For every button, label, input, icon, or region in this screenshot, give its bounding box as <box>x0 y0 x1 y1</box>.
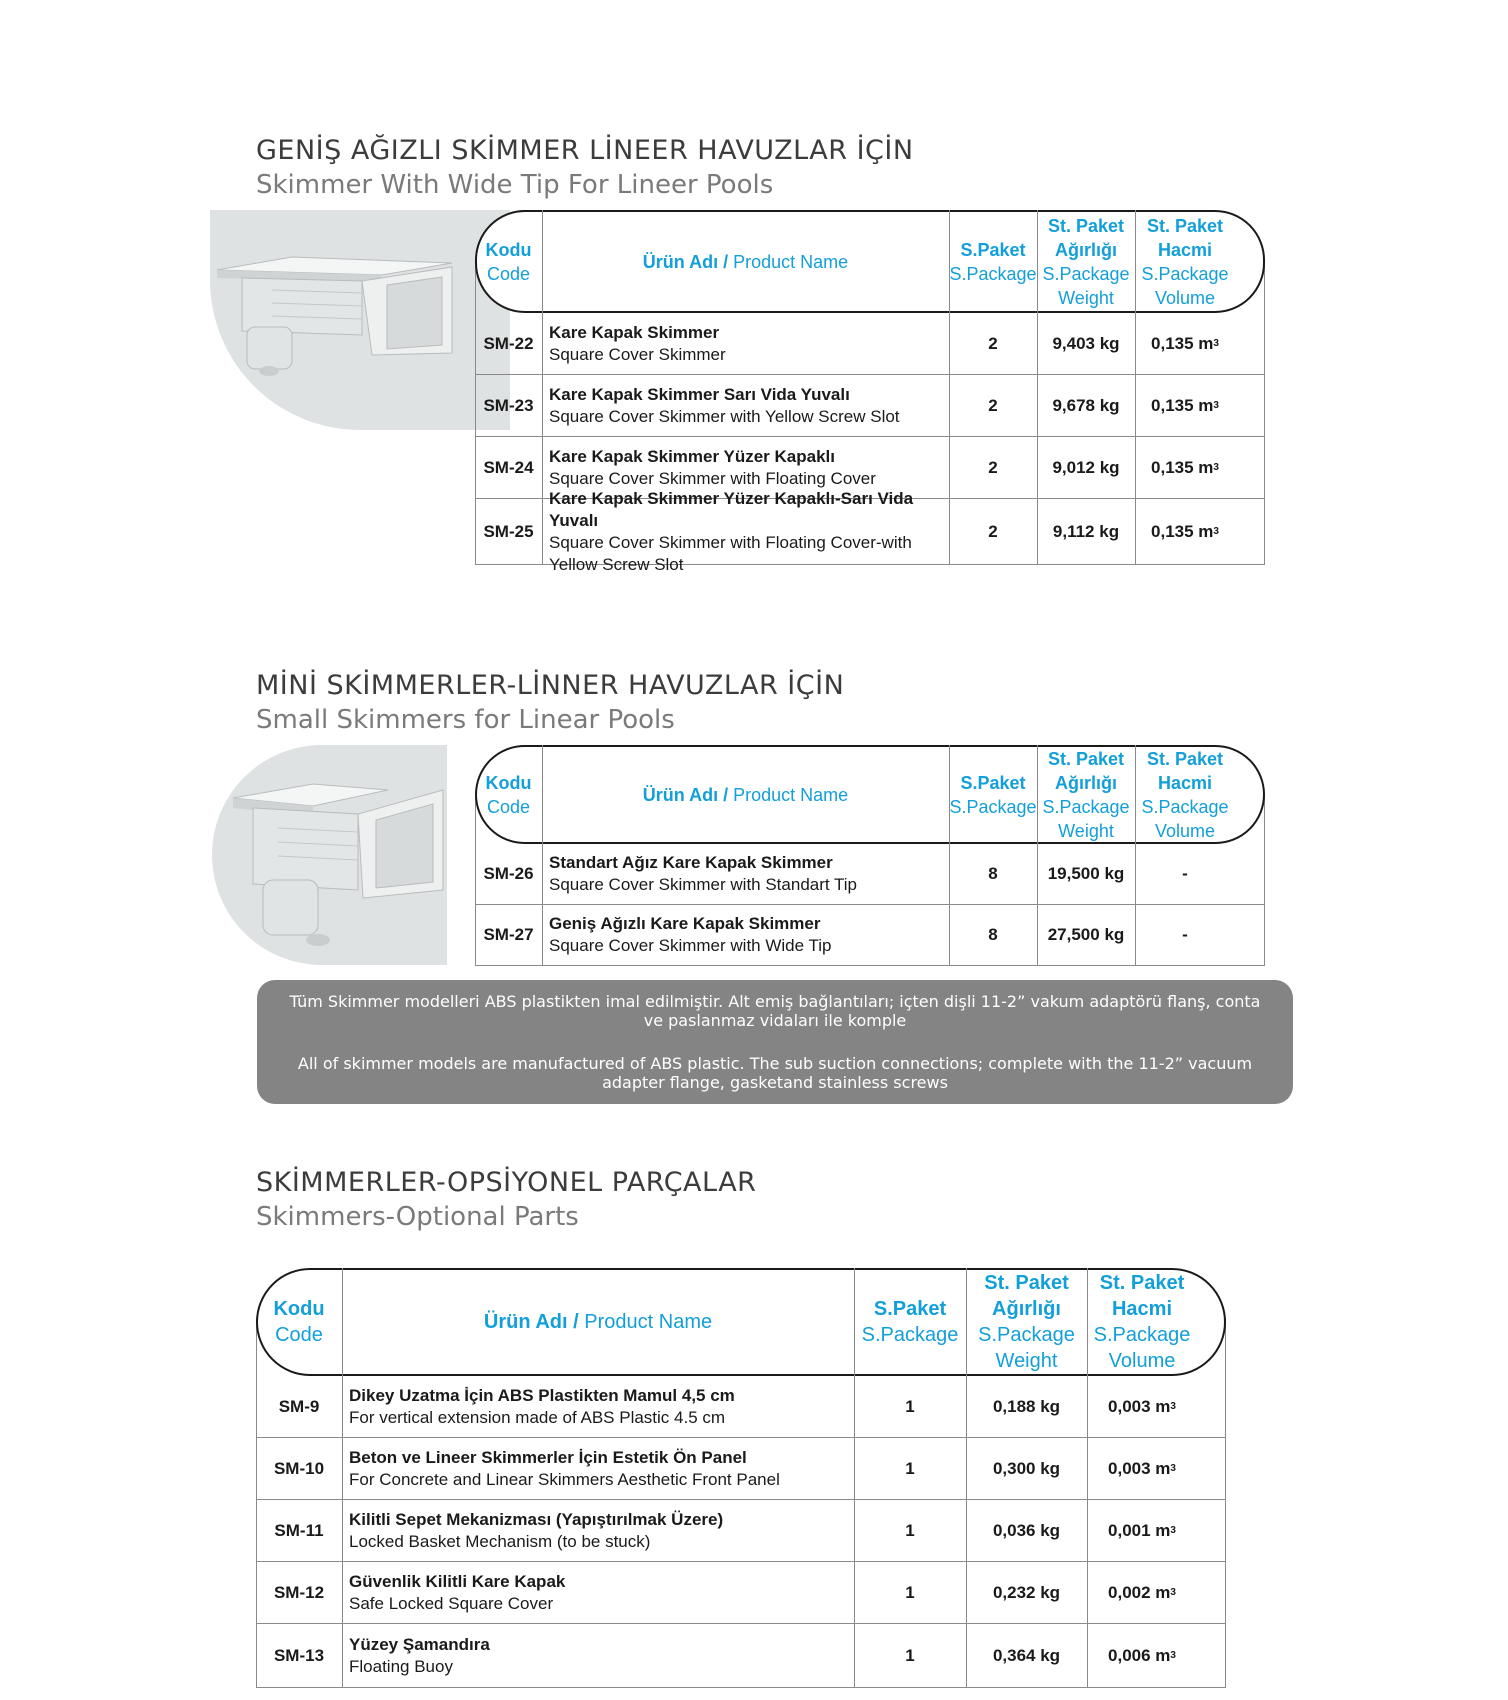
row-volume-value: 0,135 m <box>1151 521 1214 541</box>
row-package: 1 <box>905 1458 915 1478</box>
header-code <box>256 1268 342 1376</box>
header-pkg-tr: S.Paket <box>873 1298 947 1320</box>
header-name-tr: Ürün Adı / <box>642 784 729 805</box>
header-weight-tr2: Ağırlığı <box>1055 239 1117 260</box>
header-code <box>475 745 542 844</box>
table-row <box>256 1624 1226 1688</box>
header-weight <box>1037 210 1135 313</box>
header-pkg-en: S.Package <box>949 796 1037 817</box>
header-volume <box>1087 1268 1197 1376</box>
row-product-name <box>542 905 949 965</box>
row-weight: 19,500 kg <box>1047 864 1125 883</box>
row-name-en: Square Cover Skimmer with Yellow Screw Slot <box>549 406 900 426</box>
row-name-en: Square Cover Skimmer with Floating Cover <box>549 468 876 488</box>
row-volume-exponent: 3 <box>1213 526 1219 537</box>
row-volume-exponent: 3 <box>1213 462 1219 473</box>
header-volume-en2: Volume <box>1154 820 1216 841</box>
row-volume-value: 0,135 m <box>1151 457 1214 477</box>
row-product-name <box>542 375 949 436</box>
header-volume-tr2: Hacmi <box>1157 772 1213 793</box>
section-title-tr: SKİMMERLER-OPSİYONEL PARÇALAR <box>256 1167 757 1198</box>
row-volume <box>1135 313 1235 374</box>
header-pkg-en: S.Package <box>861 1324 959 1346</box>
section-title-en: Skimmer With Wide Tip For Lineer Pools <box>256 170 774 200</box>
row-volume-value: 0,135 m <box>1151 395 1214 415</box>
row-code: SM-27 <box>483 925 534 944</box>
header-package <box>854 1268 966 1376</box>
row-volume <box>1135 499 1235 564</box>
product-table <box>256 1268 1226 1688</box>
row-code: SM-26 <box>483 864 534 883</box>
row-volume <box>1135 437 1235 498</box>
skimmer-wide-tip-icon <box>212 245 462 380</box>
table-row <box>475 313 1265 375</box>
note-en-line2: adapter flange, gasketand stainless screws <box>602 1073 948 1092</box>
row-volume-exponent: 3 <box>1170 1650 1176 1661</box>
header-code-en: Code <box>486 796 531 817</box>
header-volume-tr1: St. Paket <box>1146 215 1224 236</box>
note-tr-line1: Tüm Skimmer modelleri ABS plastikten imal edilmiştir. Alt emiş bağlantıları; içten dişli 11-2” vakum adaptörü flanş, conta <box>289 992 1261 1011</box>
skimmer-small-icon <box>218 770 448 950</box>
row-volume-value: 0,002 m <box>1108 1582 1171 1602</box>
header-volume-tr2: Hacmi <box>1157 239 1213 260</box>
header-product-name <box>542 745 949 844</box>
header-weight <box>1037 745 1135 844</box>
table-row <box>256 1500 1226 1562</box>
header-weight-en2: Weight <box>1058 287 1114 308</box>
row-name-tr: Kare Kapak Skimmer <box>549 322 720 342</box>
row-weight: 9,112 kg <box>1052 521 1120 541</box>
row-name-tr: Kare Kapak Skimmer Sarı Vida Yuvalı <box>549 384 850 404</box>
header-code-tr: Kodu <box>485 772 532 793</box>
row-volume <box>1087 1438 1197 1499</box>
row-volume-exponent: 3 <box>1213 400 1219 411</box>
header-volume-en1: S.Package <box>1141 263 1229 284</box>
header-weight-en2: Weight <box>995 1350 1058 1372</box>
row-name-tr: Güvenlik Kilitli Kare Kapak <box>349 1571 566 1591</box>
row-volume-exponent: 3 <box>1170 1587 1176 1598</box>
row-name-en: Square Cover Skimmer <box>549 344 726 364</box>
row-code: SM-12 <box>273 1582 325 1602</box>
header-product-name <box>342 1268 854 1376</box>
row-product-name <box>542 844 949 904</box>
header-weight <box>966 1268 1087 1376</box>
row-volume-value: 0,003 m <box>1108 1396 1171 1416</box>
header-volume-en2: Volume <box>1154 287 1216 308</box>
row-volume <box>1087 1376 1197 1437</box>
header-volume-en1: S.Package <box>1093 1324 1191 1346</box>
row-product-name <box>342 1624 854 1687</box>
row-volume-exponent: 3 <box>1170 1401 1176 1412</box>
row-weight: 9,403 kg <box>1052 333 1120 353</box>
row-weight: 0,300 kg <box>992 1458 1061 1478</box>
row-code: SM-11 <box>274 1520 324 1540</box>
note-tr-line2: ve paslanmaz vidaları ile komple <box>643 1011 907 1030</box>
row-volume <box>1087 1562 1197 1623</box>
header-code-tr: Kodu <box>273 1298 325 1320</box>
table-row <box>256 1562 1226 1624</box>
row-product-name <box>342 1562 854 1623</box>
row-weight: 0,364 kg <box>992 1645 1061 1665</box>
row-code: SM-13 <box>273 1645 325 1665</box>
table-row <box>475 844 1265 905</box>
row-code: SM-25 <box>483 521 534 541</box>
header-volume-tr2: Hacmi <box>1111 1298 1173 1320</box>
row-volume-value: 0,006 m <box>1108 1645 1171 1665</box>
table-row <box>475 488 1265 574</box>
row-package: 1 <box>905 1645 915 1665</box>
row-product-name <box>542 313 949 374</box>
row-name-en: Square Cover Skimmer with Standart Tip <box>549 875 858 894</box>
row-package: 1 <box>905 1582 915 1602</box>
header-code-en: Code <box>486 263 531 284</box>
row-product-name <box>342 1500 854 1561</box>
row-weight: 9,678 kg <box>1052 395 1120 415</box>
row-weight: 27,500 kg <box>1047 925 1125 944</box>
header-volume-tr1: St. Paket <box>1099 1272 1185 1294</box>
row-package: 8 <box>988 925 998 944</box>
header-weight-tr1: St. Paket <box>1047 215 1125 236</box>
header-weight-tr2: Ağırlığı <box>1055 772 1117 793</box>
header-name-en: Product Name <box>733 251 849 272</box>
row-package: 2 <box>988 457 998 477</box>
row-name-tr: Yüzey Şamandıra <box>349 1634 490 1654</box>
header-volume <box>1135 745 1235 844</box>
row-name-tr: Kare Kapak Skimmer Yüzer Kapaklı-Sarı Vida Yuvalı <box>549 488 914 530</box>
row-volume <box>1087 1500 1197 1561</box>
row-name-en: For vertical extension made of ABS Plastic 4.5 cm <box>349 1407 726 1427</box>
row-product-name <box>342 1438 854 1499</box>
row-name-en: Floating Buoy <box>349 1656 453 1676</box>
row-product-name <box>542 488 949 574</box>
header-name-tr: Ürün Adı / <box>483 1311 579 1333</box>
header-pkg-en: S.Package <box>949 263 1037 284</box>
header-name-en: Product Name <box>584 1311 713 1333</box>
row-weight: 0,232 kg <box>992 1582 1061 1602</box>
row-weight: 0,036 kg <box>992 1520 1061 1540</box>
row-package: 1 <box>905 1520 915 1540</box>
row-name-en: Safe Locked Square Cover <box>349 1593 554 1613</box>
row-name-tr: Geniş Ağızlı Kare Kapak Skimmer <box>549 914 821 933</box>
product-table <box>475 745 1265 966</box>
row-volume-value: 0,003 m <box>1108 1458 1171 1478</box>
header-volume-en2: Volume <box>1108 1350 1176 1372</box>
row-volume: - <box>1182 864 1188 883</box>
section-title-tr: GENİŞ AĞIZLI SKİMMER LİNEER HAVUZLAR İÇİN <box>256 135 914 166</box>
row-package: 2 <box>988 395 998 415</box>
header-weight-en1: S.Package <box>1042 796 1130 817</box>
row-volume <box>1135 375 1235 436</box>
row-volume-exponent: 3 <box>1170 1463 1176 1474</box>
row-package: 1 <box>905 1396 915 1416</box>
header-package <box>949 745 1037 844</box>
header-weight-en1: S.Package <box>978 1324 1075 1346</box>
note-en-line1: All of skimmer models are manufactured of ABS plastic. The sub suction connections; complete with the 11-2” vacuum <box>297 1054 1253 1073</box>
info-note <box>257 980 1293 1104</box>
header-name-tr: Ürün Adı / <box>642 251 729 272</box>
table-row <box>475 375 1265 437</box>
row-code: SM-24 <box>483 457 534 477</box>
header-code-tr: Kodu <box>485 239 532 260</box>
row-name-tr: Dikey Uzatma İçin ABS Plastikten Mamul 4,5 cm <box>349 1385 735 1405</box>
row-volume: - <box>1182 925 1188 944</box>
header-weight-tr1: St. Paket <box>984 1272 1069 1294</box>
header-weight-tr1: St. Paket <box>1047 748 1125 769</box>
row-product-name <box>342 1376 854 1437</box>
row-code: SM-23 <box>483 395 534 415</box>
header-pkg-tr: S.Paket <box>960 239 1026 260</box>
table-row <box>475 905 1265 966</box>
section-title-en: Skimmers-Optional Parts <box>256 1202 579 1232</box>
row-name-en: Square Cover Skimmer with Floating Cover-with Yellow Screw Slot <box>549 532 912 574</box>
row-package: 2 <box>988 333 998 353</box>
header-volume-tr1: St. Paket <box>1146 748 1224 769</box>
product-table <box>475 210 1265 574</box>
header-product-name <box>542 210 949 313</box>
row-code: SM-22 <box>483 333 534 353</box>
table-row <box>256 1438 1226 1500</box>
row-name-tr: Kare Kapak Skimmer Yüzer Kapaklı <box>549 446 835 466</box>
row-name-en: Square Cover Skimmer with Wide Tip <box>549 936 832 955</box>
row-name-tr: Beton ve Lineer Skimmerler İçin Estetik Ön Panel <box>349 1447 747 1467</box>
header-volume-en1: S.Package <box>1141 796 1229 817</box>
row-code: SM-10 <box>273 1458 325 1478</box>
row-volume-value: 0,001 m <box>1108 1520 1171 1540</box>
header-pkg-tr: S.Paket <box>960 772 1026 793</box>
row-weight: 9,012 kg <box>1052 457 1120 477</box>
section-title-en: Small Skimmers for Linear Pools <box>256 705 675 735</box>
row-volume-exponent: 3 <box>1213 338 1219 349</box>
section-title-tr: MİNİ SKİMMERLER-LİNNER HAVUZLAR İÇİN <box>256 670 845 701</box>
header-code-en: Code <box>275 1324 323 1346</box>
row-name-en: For Concrete and Linear Skimmers Aesthetic Front Panel <box>349 1469 780 1489</box>
header-weight-en2: Weight <box>1058 820 1114 841</box>
row-name-en: Locked Basket Mechanism (to be stuck) <box>349 1531 651 1551</box>
row-code: SM-9 <box>278 1396 320 1416</box>
header-name-en: Product Name <box>733 784 849 805</box>
row-volume <box>1087 1624 1197 1687</box>
row-name-tr: Standart Ağız Kare Kapak Skimmer <box>549 853 833 872</box>
row-package: 2 <box>988 521 998 541</box>
row-volume-exponent: 3 <box>1170 1525 1176 1536</box>
row-package: 8 <box>988 864 998 883</box>
row-name-tr: Kilitli Sepet Mekanizması (Yapıştırılmak Üzere) <box>349 1509 724 1529</box>
header-code <box>475 210 542 313</box>
header-volume <box>1135 210 1235 313</box>
header-package <box>949 210 1037 313</box>
row-weight: 0,188 kg <box>992 1396 1061 1416</box>
table-row <box>256 1376 1226 1438</box>
header-weight-en1: S.Package <box>1042 263 1130 284</box>
header-weight-tr2: Ağırlığı <box>992 1298 1061 1320</box>
row-volume-value: 0,135 m <box>1151 333 1214 353</box>
